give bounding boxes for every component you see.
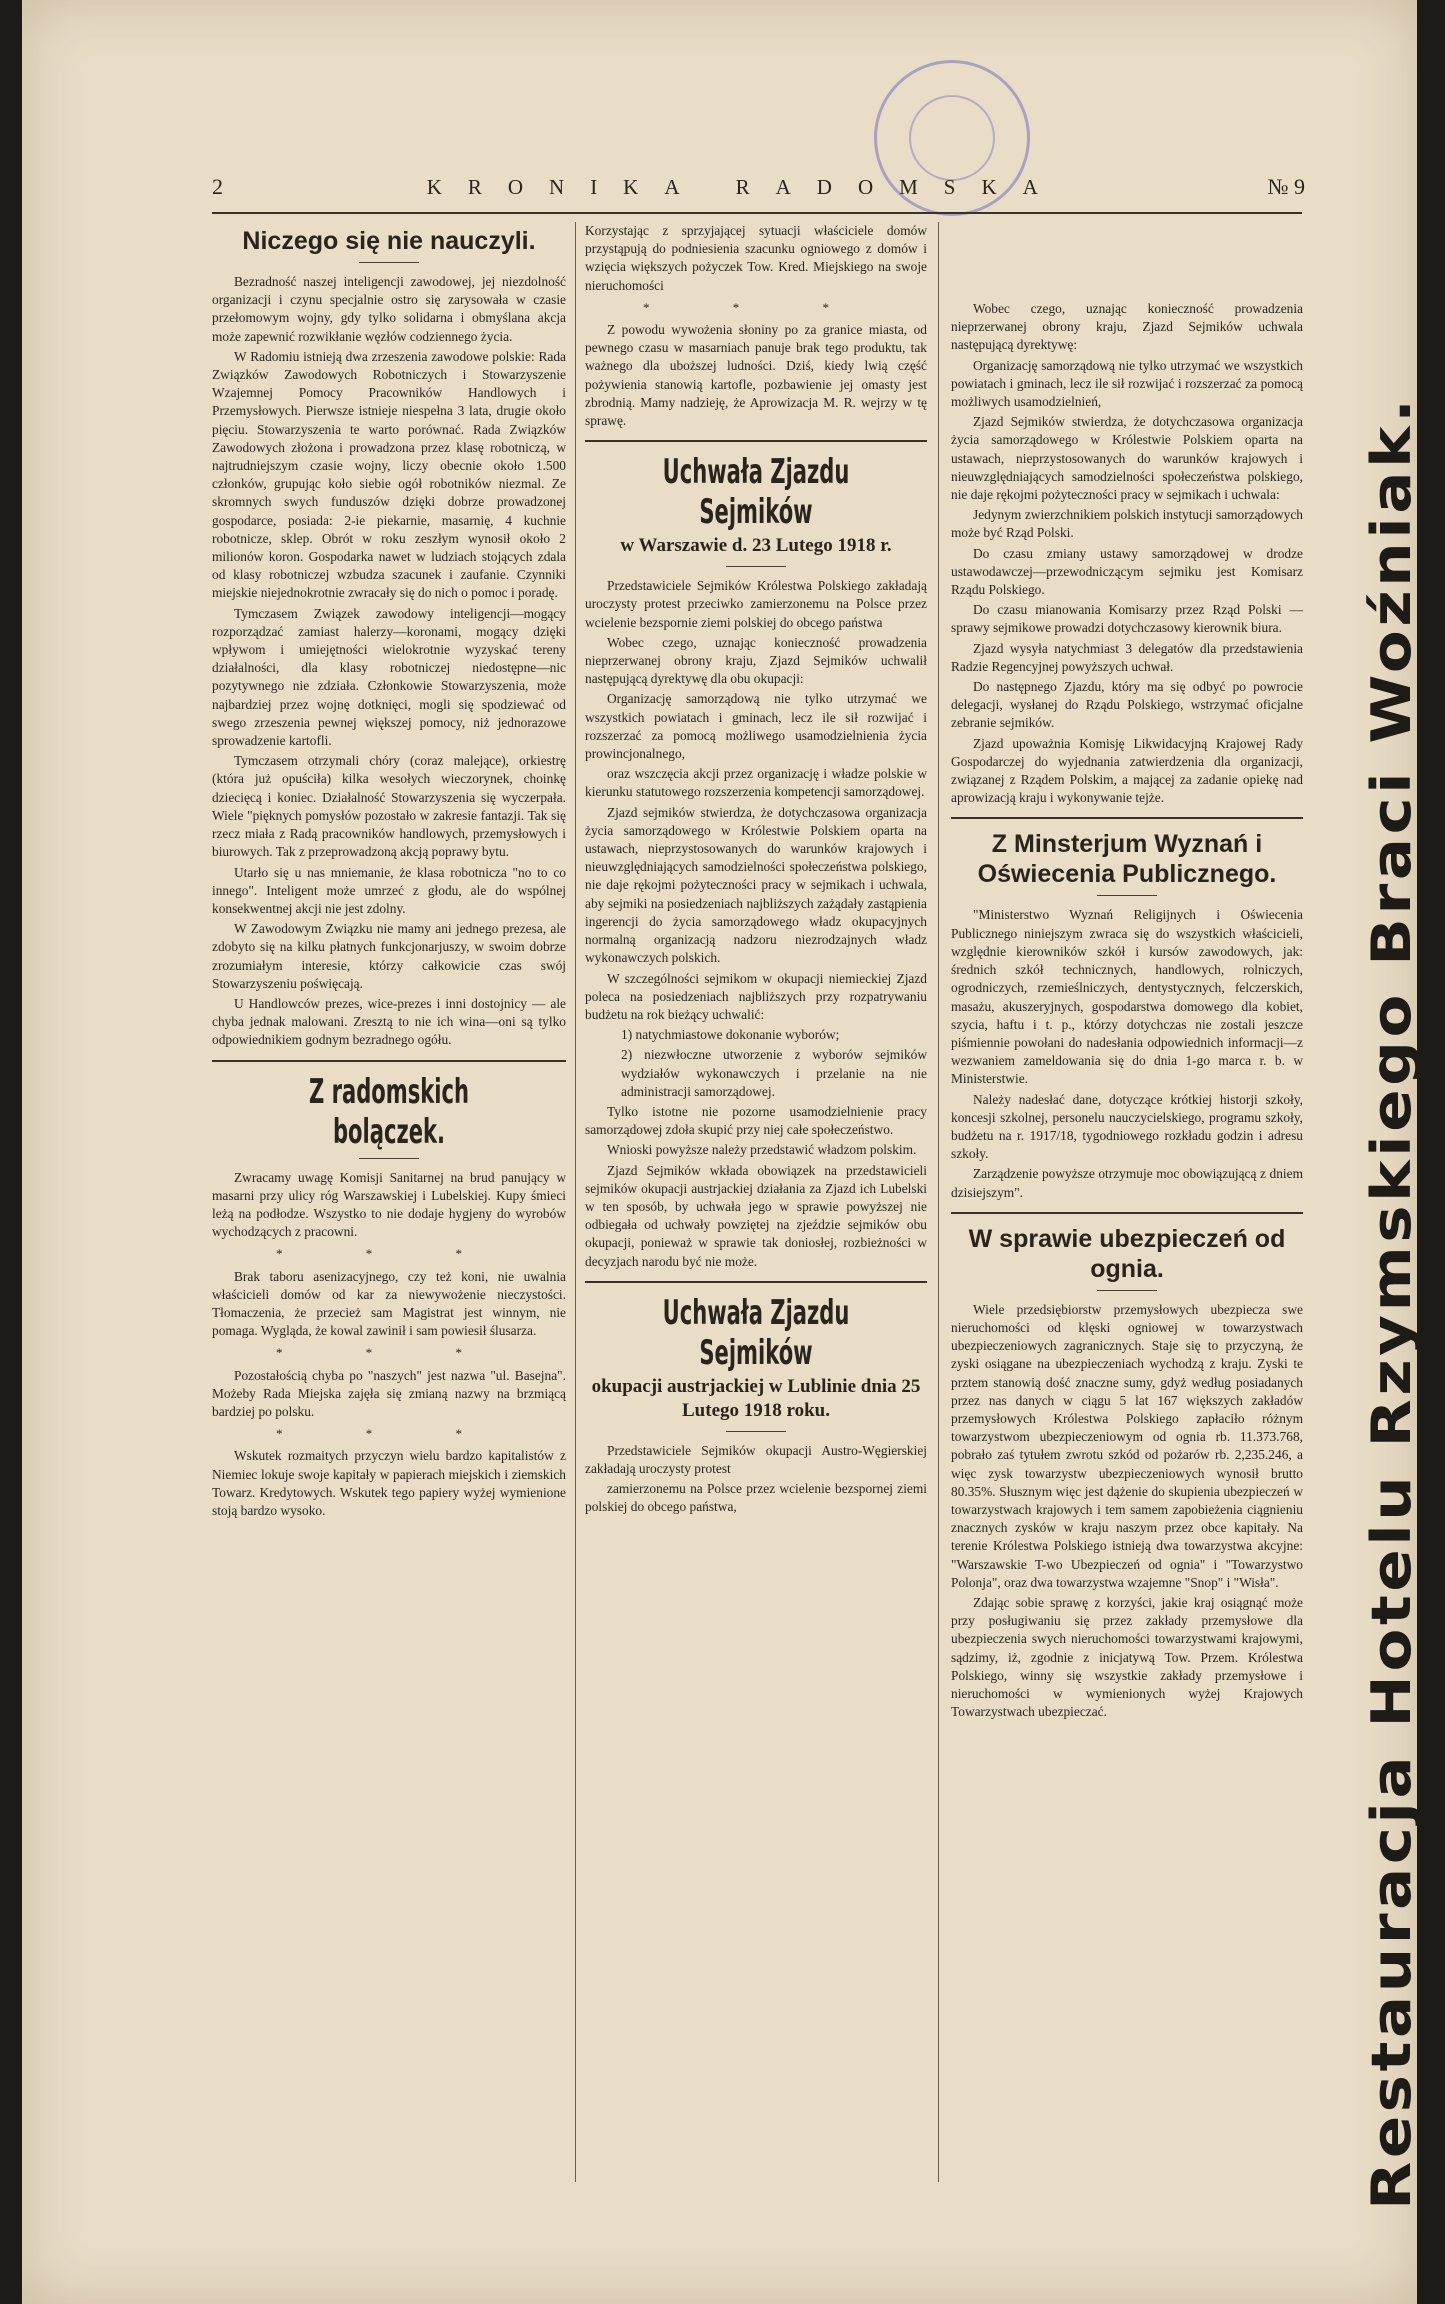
paragraph: Bezradność naszej inteligencji zawodowej, jej niezdolność organizacji i czynu specjalnie ostro się zarysowała w czasie przełomowym wojny, gdy tylko solidarna i obmyślana akcja może zapewnić rozwikłanie węzłów codziennego życia. <box>212 274 566 344</box>
header-rule <box>212 212 1302 214</box>
section-rule <box>585 440 927 442</box>
vertical-advertisement <box>1360 395 1423 2210</box>
article-title: W sprawie ubezpieczeń od ognia. <box>968 1224 1286 1283</box>
paragraph: Z powodu wywożenia słoniny po za granice miasta, od pewnego czasu w masarniach panuje brak tego produktu, tak ważnego dla uboższej ludności. Dziś, kiedy lwią część pożywienia stanowią kartofle, pozbawienie jej omasty jest zbrodnią. Mamy nadzieję, że Aprowizacja M. R. wejrzy w tę sprawę. <box>585 322 927 429</box>
vertical-advertisement-text: Restauracja Hotelu Rzymskiego Braci Woźniak. <box>1360 395 1423 2210</box>
paragraph: Utarło się u nas mniemanie, że klasa robotnicza "no to co innego". Inteligent może umrzeć z głodu, ale do wspólnej konsekwentnej akcji nie jest zdolny. <box>212 864 566 916</box>
paragraph: Wskutek rozmaitych przyczyn wielu bardzo kapitalistów z Niemiec lokuje swoje kapitały w papierach miejskich i ziemskich Towarz. Kredytowych. Wskutek tego papiery wyżej wymienione stoją bardzo wysoko. <box>212 1448 566 1518</box>
section-rule <box>212 1060 566 1062</box>
masthead: KRONIKA RADOMSKA <box>426 175 1064 199</box>
separator-stars: * * * <box>276 1426 502 1442</box>
article-subtitle: okupacji austrjackiej w Lublinie dnia 25 Lutego 1918 roku. <box>591 1375 921 1421</box>
paragraph: Do następnego Zjazdu, który ma się odbyć po powrocie delegacji, wysłanej do Rządu Polskiego, wstrzymać oficjalne zebranie sejmików. <box>951 679 1303 731</box>
paragraph: Zjazd wysyła natychmiast 3 delegatów dla przedstawienia Radzie Regencyjnej powyższych uchwał. <box>951 640 1303 674</box>
column-divider-1 <box>575 222 576 2182</box>
page-number: 2 <box>212 174 223 199</box>
paragraph: Zjazd Sejmików stwierdza, że dotychczasowa organizacja życia samorządowego w Królestwie Polskiem oparta na ustawach, nieprzystosowanych do warunków krajowych i nieuwzględniających samodzielności społeczeństwa polskiego, nie daje rękojmi pożyteczności pracy w sejmikach i uchwala: <box>951 414 1303 503</box>
paragraph: Do czasu mianowania Komisarzy przez Rząd Polski — sprawy sejmikowe prowadzi dotychczasowy kierownik biura. <box>951 602 1303 636</box>
divider <box>359 1158 419 1159</box>
page-header <box>212 174 1305 204</box>
paragraph: Przedstawiciele Sejmików okupacji Austro-Węgierskiej zakładają uroczysty protest <box>585 1442 927 1476</box>
paragraph: Tymczasem otrzymali chóry (coraz malejące), orkiestrę (która już opuściła) kilka wesołych wieczorynek, choinkę dziecięcą i koniec. Działalność Stowarzyszenia się wyczerpała. Wiele "pięknych pomysłów pozostało w zakresie fantazji. Tak się rzecz miała z Radą pracowników handlowych, przemysłowych i biurowych. Tak z przeprowadzoną akcją poprawy bytu. <box>212 753 566 860</box>
article-subtitle: w Warszawie d. 23 Lutego 1918 r. <box>620 535 892 557</box>
paragraph: W szczególności sejmikom w okupacji niemieckiej Zjazd poleca na posiedzeniach najbliższych przy rozpatrywaniu budżetu na rok bieżący uchwalić: <box>585 970 927 1022</box>
paragraph: Do czasu zmiany ustawy samorządowej w drodze ustawodawczej—przewodniczącym sejmiku jest Komisarz Rządu Polskiego. <box>951 545 1303 598</box>
article-title: Z Minsterjum Wyznań i Oświecenia Publicznego. <box>977 830 1277 889</box>
paragraph: U Handlowców prezes, wice-prezes i inni dostojnicy — ale chyba jednak malowani. Zresztą to nie ich wina—oni są tylko odpowiednikiem godnym bezradnego ogółu. <box>212 995 566 1048</box>
paragraph: W Zawodowym Związku nie mamy ani jednego prezesa, ale zdobyto się na kilku płatnych funkcjonarjuszy, w swoim dobrze zrozumiałym interesie, którzy całkowicie czas swój Stowarzyszeniu poświęcają. <box>212 921 566 991</box>
paragraph: Brak taboru asenizacyjnego, czy też koni, nie uwalnia właścicieli domów od kar za niewywożenie nieczystości. Tłomaczenia, że przecież sam Magistrat jest winnym, nie pomaga. Wygląda, że kowal zawinił i sam powiesił ślusarza. <box>212 1268 566 1339</box>
divider <box>726 566 786 567</box>
paragraph: Wiele przedsiębiorstw przemysłowych ubezpiecza swe nieruchomości od klęski ogniowej w towarzystwach ubezpieczeniowych zagranicznych. Staje się to przyczyną, że zyski osiągane na ubezpieczeniach wychodzą z kraju. Zyski te prztem stanowią dość znaczne sumy, gdyż według posiadanych przez nas danych w ciągu 5 lat 167 większych zakładów przemysłowych Królestwa Polskiego zapłaciło różnym towarzystwom ubezpieczeniowym od ognia rb. 11.373.768, pobrało zaś tytułem zwrotu szkód od pożarów rb. 2,235.246, a więc zysk towarzystw ubezpieczeniowych wynosił brutto 80.35%. Słusznym więc jest dążenie do skupienia ubezpieczeń w towarzystwach krajowych i tem samem zapobieżenia ciągnieniu znacznych zysków w kraju naszym przez obce kapitały. Na terenie Królestwa Polskiego istnieją dwa towarzystwa akcyjne: "Warszawskie T-wo Ubezpieczeń od ognia" i "Towarzystwo Polonja", oraz dwa towarzystwa wzajemne "Snop" i "Wisła". <box>951 1301 1303 1590</box>
paragraph: Wobec czego, uznając konieczność prowadzenia nieprzerwanej obrony kraju, Zjazd Sejmików uchwala następującą dyrektywę: <box>951 301 1303 353</box>
paragraph: Zjazd Sejmików wkłada obowiązek na przedstawicieli sejmików okupacji austrjackiej działania za Zjazd ich Lubelski w ten sposób, by uchwała jego w sprawie powyższej nie odbiegała od uchwały powziętej na zjeździe sejmików obu okupacji, ponieważ w sprawie tak doniosłej, rozbieżności w decyzjach narodu być nie może. <box>585 1162 927 1269</box>
divider <box>359 262 419 263</box>
separator-stars: * * * <box>643 299 869 315</box>
column-divider-2 <box>938 222 939 2182</box>
paragraph: oraz wszczęcia akcji przez organizację i władze polskie w kierunku statutowego rozszerzenia kompetencji samorządowej. <box>585 766 927 800</box>
paragraph: Korzystając z sprzyjającej sytuacji właściciele domów przystąpują do podniesienia szacunku ogniowego z domów i wzięcia większych pożyczek Tow. Kred. Miejskiego na swoje nieruchomości <box>585 223 927 293</box>
column-2 <box>585 222 927 1519</box>
divider <box>1097 1290 1157 1291</box>
article-title: Uchwała Zjazdu Sejmików <box>662 1292 850 1373</box>
divider <box>1097 895 1157 896</box>
paragraph: Wnioski powyższe należy przedstawić władzom polskim. <box>607 1142 917 1158</box>
article-title: Uchwała Zjazdu Sejmików <box>662 452 850 533</box>
paragraph: Zarządzenie powyższe otrzymuje moc obowiązującą z dniem dzisiejszym". <box>951 1166 1303 1200</box>
paragraph: Zdając sobie sprawę z korzyści, jakie kraj osiągnąć może przy posługiwaniu się przez zakłady przemysłowe dla ubezpieczenia swych nieruchomości towarzystwami krajowymi, sądzimy, iż, zgodnie z inicjatywą Tow. Przem. Królestwa Polskiego, winny się wszystkie zakłady przemysłowe i nieruchomości w wymienionych wyżej Krajowych Towarzystwach ubezpieczać. <box>951 1594 1303 1720</box>
separator-stars: * * * <box>276 1246 502 1262</box>
paragraph: Zwracamy uwagę Komisji Sanitarnej na brud panujący w masarni przy ulicy róg Warszawskiej i Lubelskiej. Kupy śmieci leżą na podłodze. Wszystko to nie dodaje hygjeny do wyrobów wychodzących z pracowni. <box>212 1169 566 1240</box>
paragraph: Organizację samorządową nie tylko utrzymać we wszystkich powiatach i gminach, lecz ile sił rozwijać i rozszerzać za pomocą możliwych usamodzielnień, <box>951 357 1303 410</box>
paragraph: Zjazd sejmików stwierdza, że dotychczasowa organizacja życia samorządowego w Królestwie Polskiem oparta na ustawach, nieprzystosowanych do warunków krajowych i nieuwzględniających samodzielności społeczeństwa polskiego, nie daje rękojmi pożyteczności pracy w sejmikach i uchwala, aby sejmiki na posiedzeniach najbliższych zażądały zastąpienia ingerencji do życia samorządowego władz okupacyjnych normalną organizacją nadzoru niezrodzajnych władz wykonawczych polskich. <box>585 804 927 966</box>
paragraph: Organizację samorządową nie tylko utrzymać we wszystkich powiatach i gminach, lecz ile sił rozwijać i rozszerzać za pomocą możliwego usamodzielnienia życia prowincjonalnego, <box>585 691 927 762</box>
paragraph: Jedynym zwierzchnikiem polskich instytucji samorządowych może być Rząd Polski. <box>951 507 1303 541</box>
list-item: 1) natychmiastowe dokonanie wyborów; <box>621 1027 840 1043</box>
column-1 <box>212 222 566 1522</box>
article-title: Niczego się nie nauczyli. <box>242 227 536 255</box>
stamp-inner <box>909 95 995 181</box>
paragraph: W Radomiu istnieją dwa zrzeszenia zawodowe polskie: Rada Związków Zawodowych Robotniczych i Stowarzyszenie Wzajemnej Pomocy Pracowników Handlowych i Przemysłowych. Pierwsze istnieje niespełna 3 lata, drugie około pięciu. Stowarzyszenia te warto porównać. Rada Związków Zawodowych złożona i prowadzona przez klasę robotniczą, w najtrudniejszym czasie wojny, liczy obecnie około 1.500 członków, grupując koło siebie ogół robotników niezmal. Ze skromnych swych funduszów dzięki dobrze prowadzonej gospodarce, posiada: 2-ie piekarnie, masarnię, 4 kuchnie robotnicze, sklep. Obrót w roku zeszłym wynosił około 2 milionów koron. Gospodarka nawet w ludziach stojących zdala od klasy robotniczej wzbudza szacunek i zaufanie. Czynniki miejskie niejednokrotnie zwracały się do nich o pomoc i poradę. <box>212 348 566 601</box>
section-rule <box>951 817 1303 819</box>
list-item: 2) niezwłoczne utworzenie z wyborów sejmików wydziałów wykonawczych i przelanie na nie administracji samorządowej. <box>621 1047 927 1099</box>
section-rule <box>585 1281 927 1283</box>
paragraph: zamierzonemu na Polsce przez wcielenie bezspornej ziemi polskiej do obcego państwa, <box>585 1481 927 1515</box>
paragraph: Wobec czego, uznając konieczność prowadzenia nieprzerwanej obrony kraju, Zjazd Sejmików uchwalił następującą dyrektywę dla obu okupacji: <box>585 634 927 687</box>
divider <box>726 1431 786 1432</box>
paragraph: Należy nadesłać dane, dotyczące krótkiej historji szkoły, koncesji szkolnej, personelu nauczycielskiego, programu szkoły, budżetu na r. 1917/18, tygodniowego rozkładu godzin i adresu szkoły. <box>951 1091 1303 1162</box>
column-3 <box>951 300 1303 1723</box>
paragraph: Zjazd upoważnia Komisję Likwidacyjną Krajowej Rady Gospodarczej do wyjednania zatwierdzenia dla organizacji, związanej z Rządem Polskim, a mającej za zadanie opiekę nad aprowizacją kraju i wykonywanie tejże. <box>951 735 1303 806</box>
paragraph: "Ministerstwo Wyznań Religijnych i Oświecenia Publicznego niniejszym zwraca się do wszystkich właścicieli, względnie kierowników szkół i kursów zawodowych, jak: średnich szkół technicznych, handlowych, rolniczych, ogrodniczych, rzemieślniczych, dentystycznych, felczerskich, masażu, akuszeryjnych, gospodarstwa domowego dla kobiet, szycia, haftu i t. p., którzy dotychczas nie zostali jeszcze piśmiennie powołani do nadesłania odpowiednich informacji—z wezwaniem zameldowania się do dnia 1-go marca r. b. w Ministerstwie. <box>951 907 1303 1087</box>
separator-stars: * * * <box>276 1345 502 1361</box>
paragraph: Tylko istotne nie pozorne usamodzielnienie pracy samorządowej zdoła skupić przy niej całe społeczeństwo. <box>585 1103 927 1138</box>
paragraph: Przedstawiciele Sejmików Królestwa Polskiego zakładają uroczysty protest przeciwko zamierzonemu na Polsce przez wcielenie bezspornie ziemi polskiej do obcego państwa <box>585 578 927 630</box>
paragraph: Pozostałością chyba po "naszych" jest nazwa "ul. Basejna". Możeby Rada Miejska zajęła się zmianą nazwy na brzmiącą bardziej po polsku. <box>212 1367 566 1419</box>
section-rule <box>951 1212 1303 1214</box>
article-title: Z radomskich bolączek. <box>308 1071 470 1152</box>
issue-number: № 9 <box>1267 174 1305 199</box>
paragraph: Tymczasem Związek zawodowy inteligencji—mogący rozporządzać zamiast halerzy—koronami, mogący dzięki wpływom i umiejętności wielokrotnie wyzyskać tereny działalności, dla klasy robotniczej niedostępne—nic pozytywnego nie zdziała. Członkowie Stowarzyszenia, może najbardziej przez wojnę dotknięci, mogli się spodziewać od swego zrzeszenia pewnej większej pomocy, niż jednorazowe sprowadzenie kartofli. <box>212 605 566 749</box>
